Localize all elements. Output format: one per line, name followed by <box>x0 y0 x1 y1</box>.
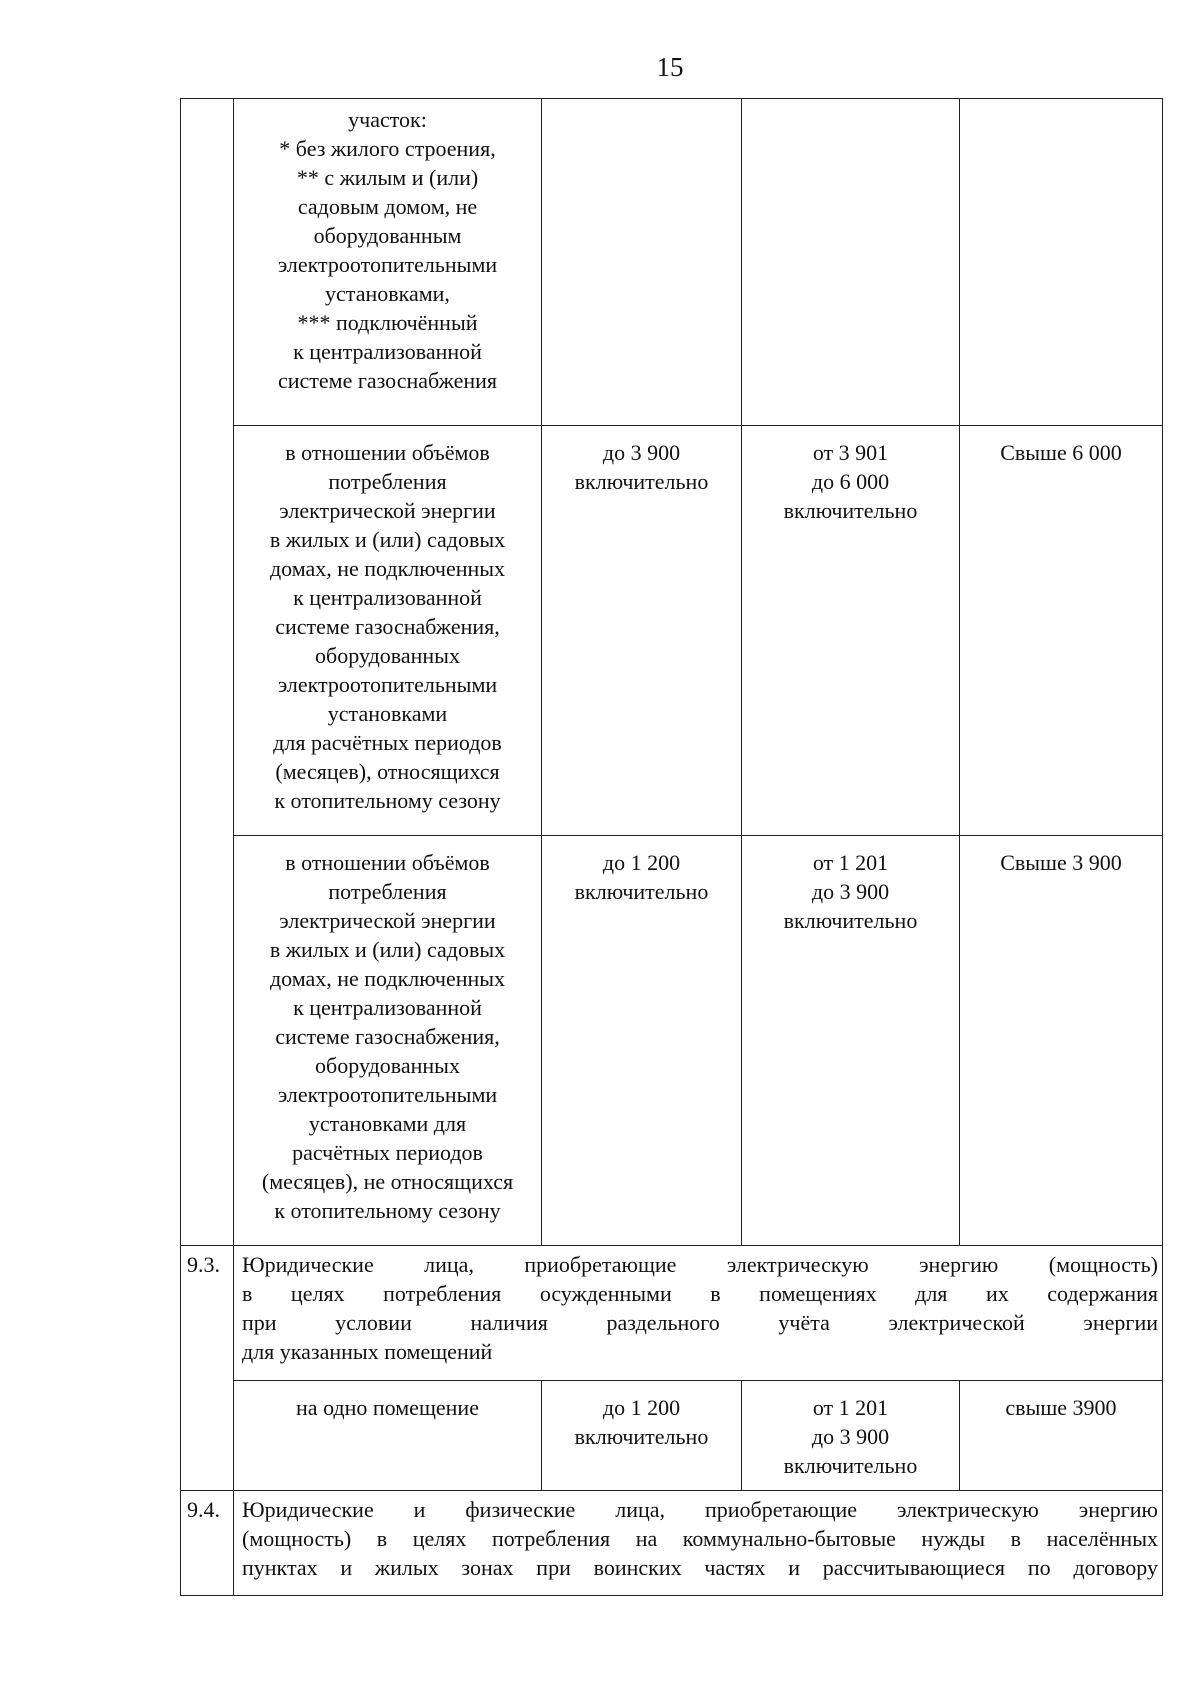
range-low-cell <box>542 99 742 426</box>
section-heading-line: для указанных помещений <box>242 1339 493 1364</box>
section-heading-line: пунктах и жилых зонах при воинских частях и рассчитывающиеся по договору <box>242 1555 1158 1580</box>
table-row <box>181 836 1163 1246</box>
row-number-cell <box>181 426 234 836</box>
section-heading-line: Юридические лица, приобретающие электрическую энергию (мощность) <box>242 1252 1158 1277</box>
range-low-cell: до 1 200 включительно <box>542 1381 742 1491</box>
page-number: 15 <box>656 52 684 82</box>
table-row <box>181 426 1163 836</box>
range-high-cell: Свыше 3 900 <box>960 836 1163 1246</box>
section-heading-line: при условии наличия раздельного учёта электрической энергии <box>242 1310 1158 1335</box>
row-number-cell <box>181 99 234 426</box>
row-description: в отношении объёмов потребления электрической энергии в жилых и (или) садовых домах, не подключенных к централизованной системе газоснабжения, оборудованных электроотопительными установками для расчётных периодов (месяцев), относящихся к отопительному сезону <box>234 426 542 836</box>
tariff-table <box>180 98 1163 1596</box>
row-number-cell <box>181 836 234 1246</box>
range-mid-cell: от 3 901 до 6 000 включительно <box>742 426 960 836</box>
section-heading-row <box>181 1246 1163 1381</box>
section-heading <box>234 1491 1163 1596</box>
range-high-cell: Свыше 6 000 <box>960 426 1163 836</box>
row-description: в отношении объёмов потребления электрической энергии в жилых и (или) садовых домах, не подключенных к централизованной системе газоснабжения, оборудованных электроотопительными установками для расчётных периодов (месяцев), не относящихся к отопительному сезону <box>234 836 542 1246</box>
section-heading <box>234 1246 1163 1381</box>
table-row <box>181 1381 1163 1491</box>
section-heading-row <box>181 1491 1163 1596</box>
range-mid-cell: от 1 201 до 3 900 включительно <box>742 836 960 1246</box>
section-heading-line: (мощность) в целях потребления на коммунально-бытовые нужды в населённых <box>242 1526 1158 1551</box>
range-mid-cell: от 1 201 до 3 900 включительно <box>742 1381 960 1491</box>
section-number: 9.3. <box>181 1246 234 1381</box>
row-description: на одно помещение <box>234 1381 542 1491</box>
row-description: участок: * без жилого строения, ** с жилым и (или) садовым домом, не оборудованным электроотопительными установками, *** подключённый к централизованной системе газоснабжения <box>234 99 542 426</box>
table-row <box>181 99 1163 426</box>
range-low-cell: до 1 200 включительно <box>542 836 742 1246</box>
row-number-cell <box>181 1381 234 1491</box>
section-heading-line: Юридические и физические лица, приобретающие электрическую энергию <box>242 1497 1158 1522</box>
section-heading-line: в целях потребления осужденными в помещениях для их содержания <box>242 1281 1158 1306</box>
range-mid-cell <box>742 99 960 426</box>
range-low-cell: до 3 900 включительно <box>542 426 742 836</box>
range-high-cell <box>960 99 1163 426</box>
section-number: 9.4. <box>181 1491 234 1596</box>
range-high-cell: свыше 3900 <box>960 1381 1163 1491</box>
